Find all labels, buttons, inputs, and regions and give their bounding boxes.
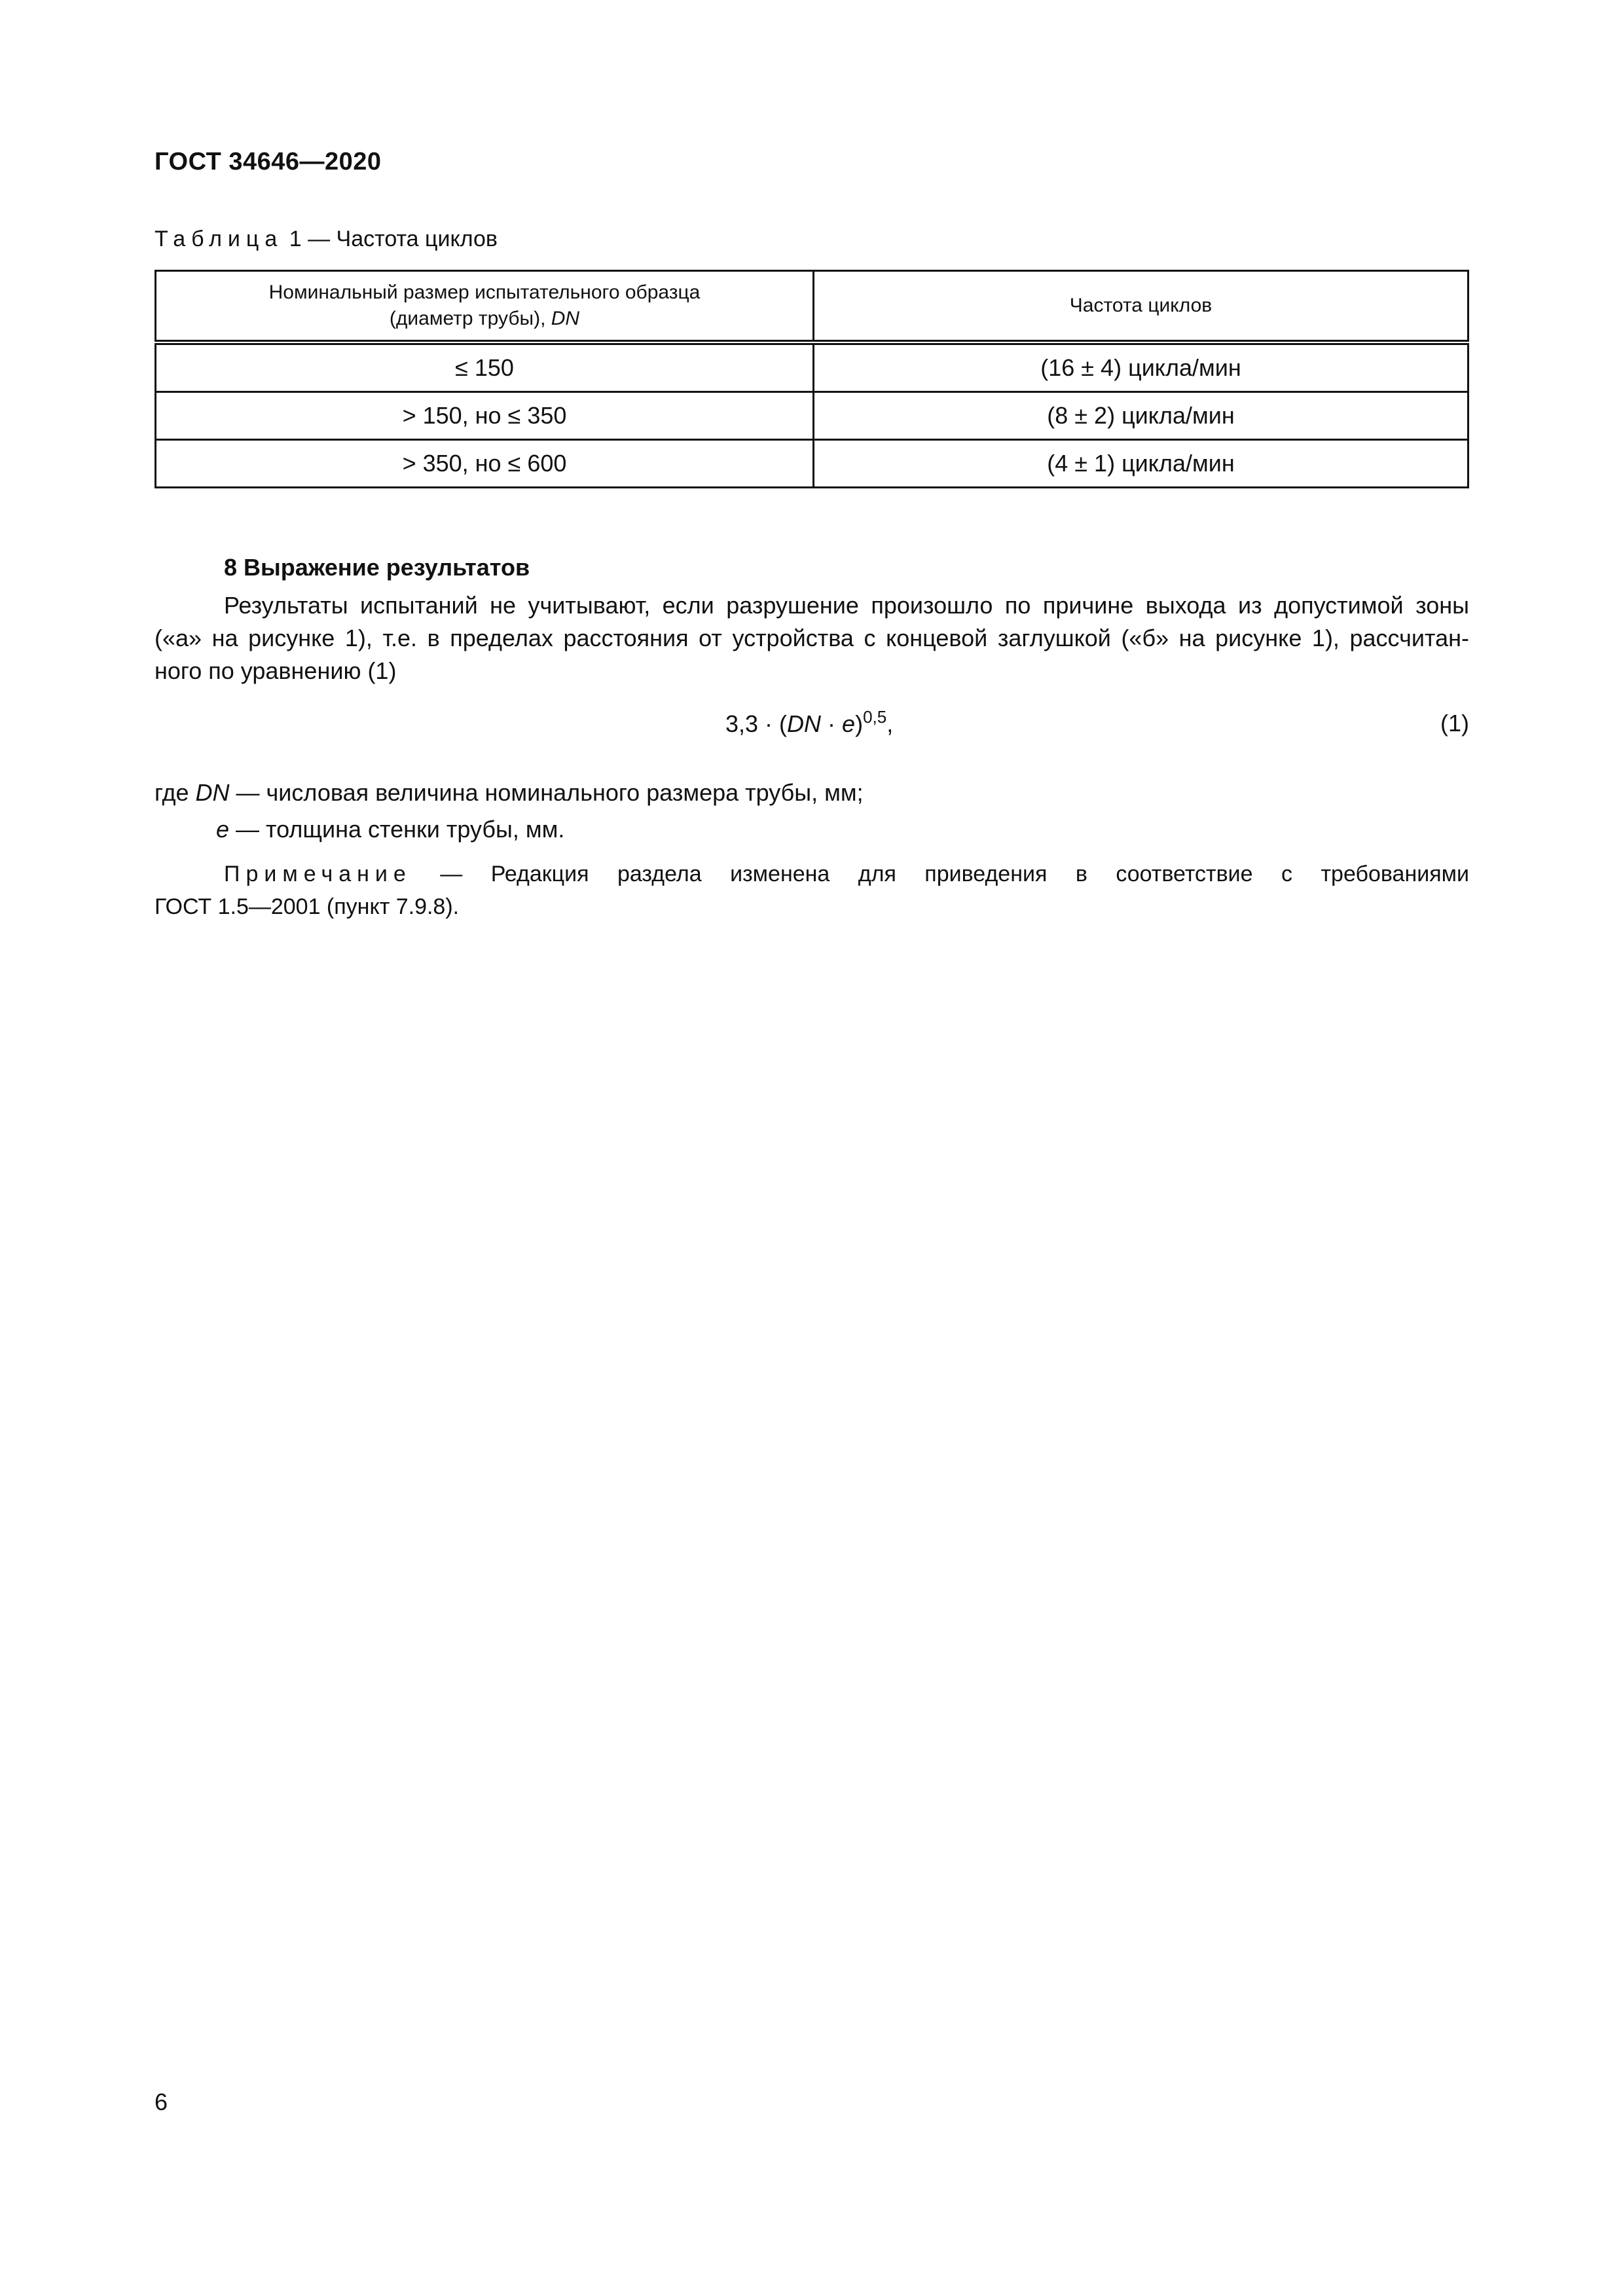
cell-size: ≤ 150: [156, 342, 814, 392]
table-row: [156, 440, 1468, 488]
table-row: [156, 392, 1468, 440]
cell-frequency: (8 ± 2) цикла/мин: [814, 392, 1468, 440]
section-paragraph: [155, 589, 1469, 687]
cell-size: > 350, но ≤ 600: [156, 440, 814, 488]
page-number: 6: [155, 2088, 168, 2115]
note-line: ГОСТ 1.5—2001 (пункт 7.9.8).: [155, 894, 460, 919]
equation: 3,3 · (DN · e)$^{0,5}$,: [725, 707, 894, 737]
header-nominal-size: [156, 271, 814, 343]
header-nominal-size-line1: Номинальный размер испытательного образца: [268, 282, 701, 303]
where-dn-definition: где DN — числовая величина номинального размера трубы, мм;: [155, 779, 864, 806]
table-caption-text: 1 — Частота циклов: [283, 227, 498, 251]
table-header-row: [156, 271, 1468, 343]
table-caption-prefix: Таблица: [155, 227, 283, 251]
header-dn: DN: [551, 308, 580, 329]
table-row: [156, 342, 1468, 392]
equation-exponent: 0,5: [863, 707, 887, 727]
cell-size: > 150, но ≤ 350: [156, 392, 814, 440]
table-caption: [155, 227, 498, 252]
header-nominal-size-line2: (диаметр трубы),: [389, 308, 551, 329]
cycle-frequency-table: [155, 270, 1469, 488]
paragraph-line: («а» на рисунке 1), т.е. в пределах расстояния от устройства с концевой заглушкой («б» на рисунке 1), рассчитан-: [155, 625, 1469, 651]
cell-frequency: (16 ± 4) цикла/мин: [814, 342, 1468, 392]
where-e-definition: e — толщина стенки трубы, мм.: [216, 816, 565, 843]
paragraph-line: Результаты испытаний не учитывают, если разрушение произошло по причине выхода из допустимой зоны: [224, 592, 1469, 619]
cell-frequency: (4 ± 1) цикла/мин: [814, 440, 1468, 488]
section-heading: 8 Выражение результатов: [224, 554, 530, 581]
note-label: Примечание: [224, 862, 412, 886]
note-line: Примечание — Редакция раздела изменена для приведения в соответствие с требованиями: [224, 862, 1469, 886]
standard-id-header: ГОСТ 34646—2020: [155, 148, 382, 175]
note: [155, 858, 1469, 923]
header-cycle-frequency: Частота циклов: [814, 271, 1468, 343]
paragraph-line: ного по уравнению (1): [155, 657, 397, 684]
equation-number: (1): [1440, 710, 1469, 737]
